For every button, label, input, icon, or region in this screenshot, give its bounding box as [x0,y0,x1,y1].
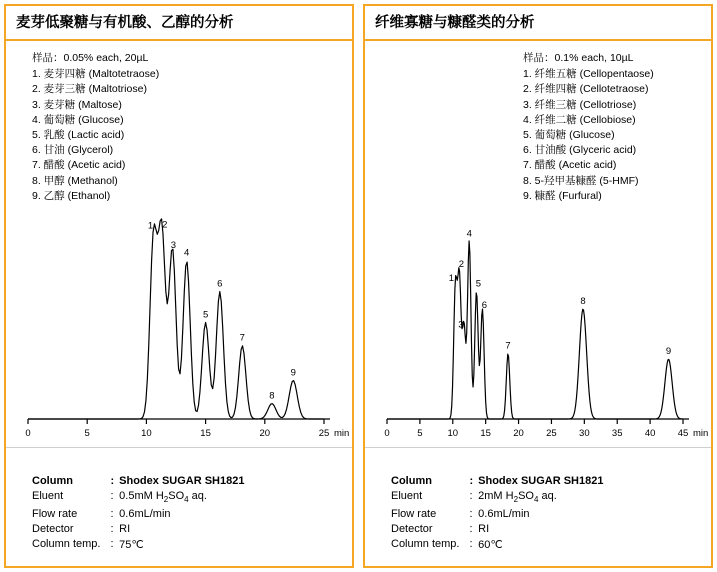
svg-text:10: 10 [141,428,152,440]
svg-text:15: 15 [200,428,211,440]
svg-text:5: 5 [417,428,423,440]
svg-text:2: 2 [458,259,465,271]
svg-text:9: 9 [665,346,672,358]
svg-text:0: 0 [25,428,31,440]
sample-header: 样品：0.05% each, 20µL [32,52,149,65]
svg-text:min: min [693,428,709,440]
cond-value: 0.5mM $H_2SO_4$ aq. [119,490,207,505]
table-row [391,521,603,536]
list-item: 2. 麦芽三糖 (Maltotriose) [32,83,147,96]
cond-key: Flow rate [391,507,437,520]
list-item: 4. 葡萄糖 (Glucose) [32,113,124,126]
svg-text:7: 7 [239,333,245,345]
table-row [391,536,603,552]
svg-text:40: 40 [644,428,656,440]
svg-text:8: 8 [580,296,586,308]
cond-sep: : [469,475,474,488]
sample-legend-left [32,51,159,204]
list-item: 8. 5-羟甲基糠醛 (5-HMF) [523,174,639,187]
table-row [391,489,603,506]
svg-text:6: 6 [481,300,488,312]
cond-value: 0.6mL/min [478,507,530,520]
svg-text:min: min [334,428,350,440]
svg-text:20: 20 [259,428,271,440]
table-row [32,489,244,506]
panel-maltooligosaccharides [4,4,354,568]
cond-sep: : [110,490,114,503]
svg-text:2: 2 [162,220,168,232]
list-item: 5. 葡萄糖 (Glucose) [523,128,615,141]
conditions-table-left [32,474,244,552]
sample-header: 样品：0.1% each, 10µL [523,52,634,65]
table-row [391,506,603,521]
svg-text:3: 3 [170,240,177,252]
svg-text:20: 20 [513,428,524,440]
cond-value: 75℃ [119,538,144,551]
svg-text:35: 35 [611,428,623,440]
table-row [32,474,244,489]
svg-text:1: 1 [147,220,154,232]
cond-value: 2mM $H_2SO_4$ aq. [478,490,557,505]
cond-key: Detector [391,522,433,535]
list-item: 9. 乙醇 (Ethanol) [32,189,111,202]
list-item: 7. 醋酸 (Acetic acid) [523,159,617,172]
svg-text:1: 1 [448,273,455,285]
list-item: 3. 纤维三糖 (Cellotriose) [523,98,637,111]
list-item: 7. 醋酸 (Acetic acid) [32,159,126,172]
list-item: 4. 纤维二糖 (Cellobiose) [523,113,636,126]
conditions-table-right [391,474,603,552]
cond-sep: : [110,507,114,520]
cond-value: 60℃ [478,538,503,551]
cond-key: Column temp. [391,537,460,550]
sample-legend-right [523,51,654,204]
table-row [391,474,603,489]
svg-text:45: 45 [677,428,689,440]
svg-text:4: 4 [184,248,190,260]
cond-sep: : [110,537,114,550]
svg-text:25: 25 [318,428,330,440]
list-item: 1. 纤维五糖 (Cellopentaose) [523,68,654,81]
cond-sep: : [469,507,473,520]
cond-key: Flow rate [32,507,78,520]
svg-text:7: 7 [505,340,511,352]
cond-value: RI [119,522,131,535]
table-row [32,536,244,552]
svg-text:30: 30 [579,428,590,440]
table-row [32,521,244,536]
cond-key: Eluent [32,490,64,503]
list-item: 1. 麦芽四糖 (Maltotetraose) [32,68,160,81]
panel-title-left: 麦芽低聚糖与有机酸、乙醇的分析 [6,6,352,41]
panel-body-left [6,41,352,566]
cond-key: Column [391,475,432,488]
panel-body-right [365,41,711,566]
cond-sep: : [469,522,473,535]
cond-sep: : [110,475,115,488]
cond-value: 0.6mL/min [119,507,171,520]
svg-text:8: 8 [269,390,275,402]
list-item: 3. 麦芽糖 (Maltose) [32,98,122,111]
cond-key: Column [32,475,73,488]
cond-sep: : [110,522,114,535]
list-item: 9. 糠醛 (Furfural) [523,189,602,202]
panel-divider-left [6,447,352,448]
svg-text:0: 0 [384,428,390,440]
svg-text:25: 25 [546,428,557,440]
list-item: 6. 甘油酸 (Glyceric acid) [523,144,637,157]
cond-key: Column temp. [32,537,101,550]
list-item: 2. 纤维四糖 (Cellotetraose) [523,83,649,96]
cond-key: Detector [32,522,74,535]
cond-value: RI [478,522,490,535]
table-row [32,506,244,521]
svg-text:9: 9 [290,367,296,379]
cond-key: Eluent [391,490,423,503]
svg-text:4: 4 [466,228,472,240]
list-item: 5. 乳酸 (Lactic acid) [32,128,125,141]
svg-text:5: 5 [475,279,482,291]
svg-text:15: 15 [480,428,491,440]
cond-sep: : [469,490,473,503]
svg-text:3: 3 [458,319,464,331]
svg-text:10: 10 [447,428,459,440]
cond-value: Shodex SUGAR SH1821 [478,475,604,488]
panel-divider-right [365,447,711,448]
cond-value: Shodex SUGAR SH1821 [119,475,245,488]
svg-text:6: 6 [217,279,223,291]
panel-title-right: 纤维寡糖与糠醛类的分析 [365,6,711,41]
svg-text:5: 5 [202,309,209,321]
panel-cellooligosaccharides [363,4,713,568]
cond-sep: : [469,537,473,550]
list-item: 8. 甲醇 (Methanol) [32,174,118,187]
list-item: 6. 甘油 (Glycerol) [32,144,114,157]
svg-text:5: 5 [84,428,90,440]
